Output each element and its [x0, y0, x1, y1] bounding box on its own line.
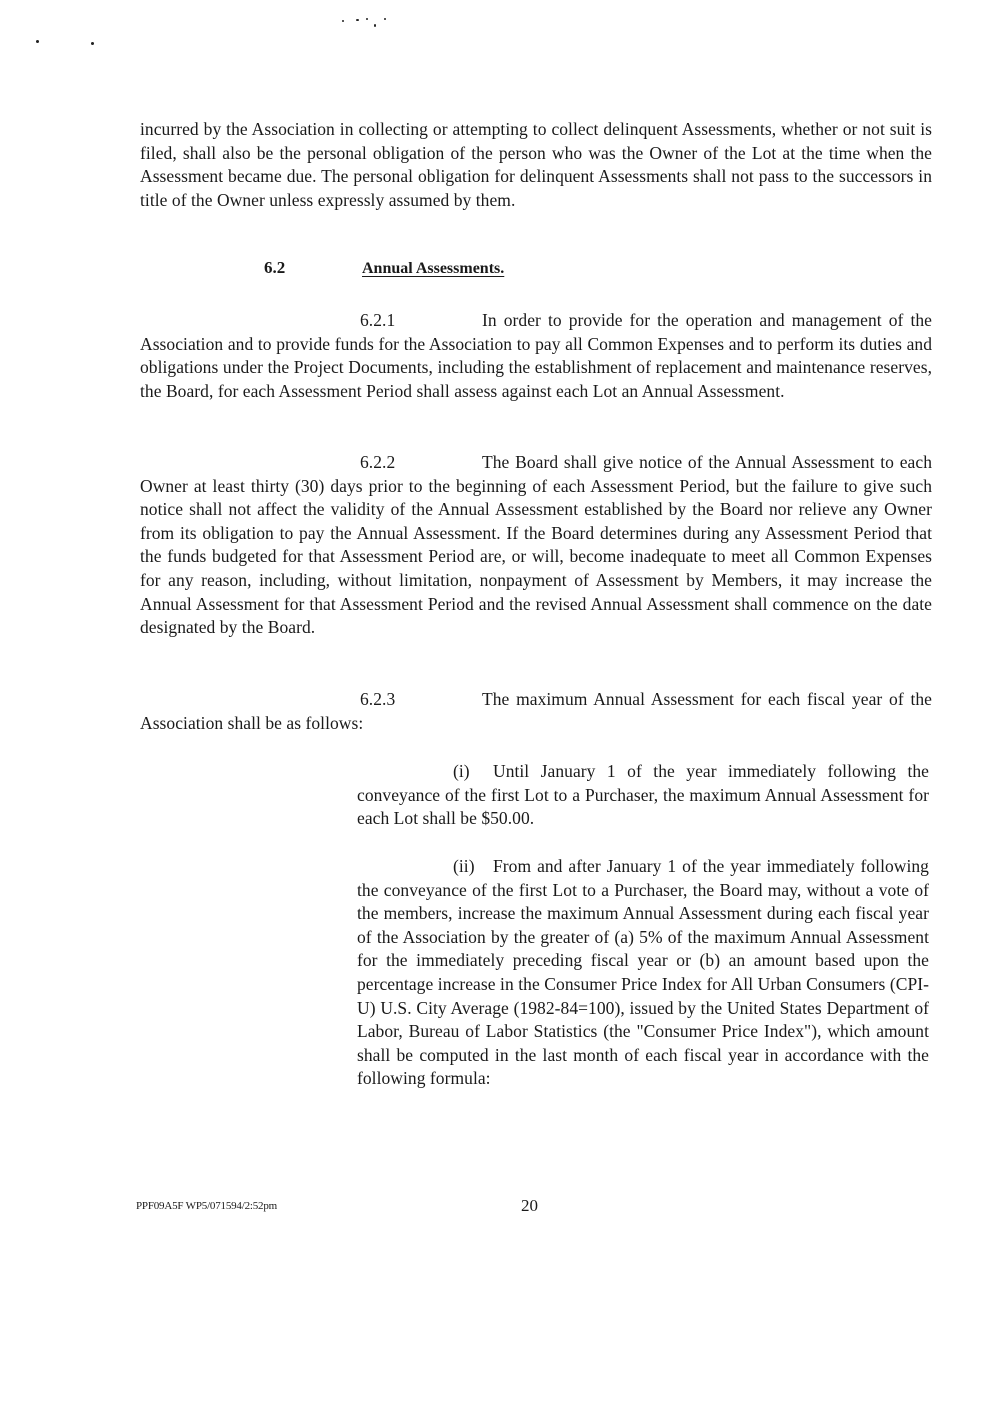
scan-speck: [384, 18, 386, 20]
section-title: Annual Assessments.: [362, 260, 505, 277]
section-number: 6.2: [264, 258, 286, 277]
scan-speck: [374, 24, 376, 27]
scan-speck: [91, 42, 94, 45]
list-item: [357, 760, 929, 831]
page-number: 20: [521, 1196, 538, 1215]
subsection-text: The maximum Annual Assessment for each fiscal year of the Association shall be as follows:: [140, 689, 932, 733]
item-label: (i): [453, 761, 470, 781]
subsection-text: In order to provide for the operation and management of the Association and to provide funds for the Association to pay all Common Expenses and to perform its duties and obligations under the Project Documents, including the establishment of replacement and maintenance reserves, the Board, for each Assessment Period shall assess against each Lot an Annual Assessment.: [140, 310, 932, 401]
scan-speck: [366, 18, 368, 20]
scan-speck: [36, 40, 39, 43]
subsection-6-2-1: [140, 309, 932, 403]
intro-paragraph: incurred by the Association in collecting or attempting to collect delinquent Assessments, whether or not suit is filed, shall also be the personal obligation of the person who was the Owner of the Lot at the time when the Assessment became due. The personal obligation for delinquent Assessments shall not pass to the successors in title of the Owner unless expressly assumed by them.: [140, 119, 932, 210]
subsection-number: 6.2.1: [360, 310, 396, 330]
scan-speck: [342, 20, 344, 22]
subsection-number: 6.2.3: [360, 689, 396, 709]
subsection-6-2-2: [140, 451, 932, 640]
footer-document-id: PPF09A5F WP5/071594/2:52pm: [136, 1200, 277, 1212]
subsection-text: The Board shall give notice of the Annual Assessment to each Owner at least thirty (30) days prior to the beginning of each Assessment Period, but the failure to give such notice shall not affect the validity of the Annual Assessment established by the Board nor relieve any Owner from its obligation to pay the Annual Assessment. If the Board determines during any Assessment Period that the funds budgeted for that Assessment Period are, or will, become inadequate to meet all Common Expenses for any reason, including, without limitation, nonpayment of Assessment by Members, it may increase the Annual Assessment for that Assessment Period and the revised Annual Assessment shall commence on the date designated by the Board.: [140, 452, 932, 638]
scan-speck: [356, 19, 359, 21]
list-item: [357, 855, 929, 1091]
item-text: Until January 1 of the year immediately following the conveyance of the first Lot to a Purchaser, the maximum Annual Assessment for each Lot shall be $50.00.: [357, 761, 929, 829]
subsection-number: 6.2.2: [360, 452, 396, 472]
subsection-6-2-3: [140, 688, 932, 735]
item-text: From and after January 1 of the year immediately following the conveyance of the first Lot to a Purchaser, the Board may, without a vote of the members, increase the maximum Annual Assessment during each fiscal year of the Association by the greater of (a) 5% of the maximum Annual Assessment for the immediately preceding fiscal year or (b) an amount based upon the percentage increase in the Consumer Price Index for All Urban Consumers (CPI-U) U.S. City Average (1982-84=100), issued by the United States Department of Labor, Bureau of Labor Statistics (the "Consumer Price Index"), which amount shall be computed in the last month of each fiscal year in accordance with the following formula:: [357, 856, 929, 1089]
item-label: (ii): [453, 856, 475, 876]
